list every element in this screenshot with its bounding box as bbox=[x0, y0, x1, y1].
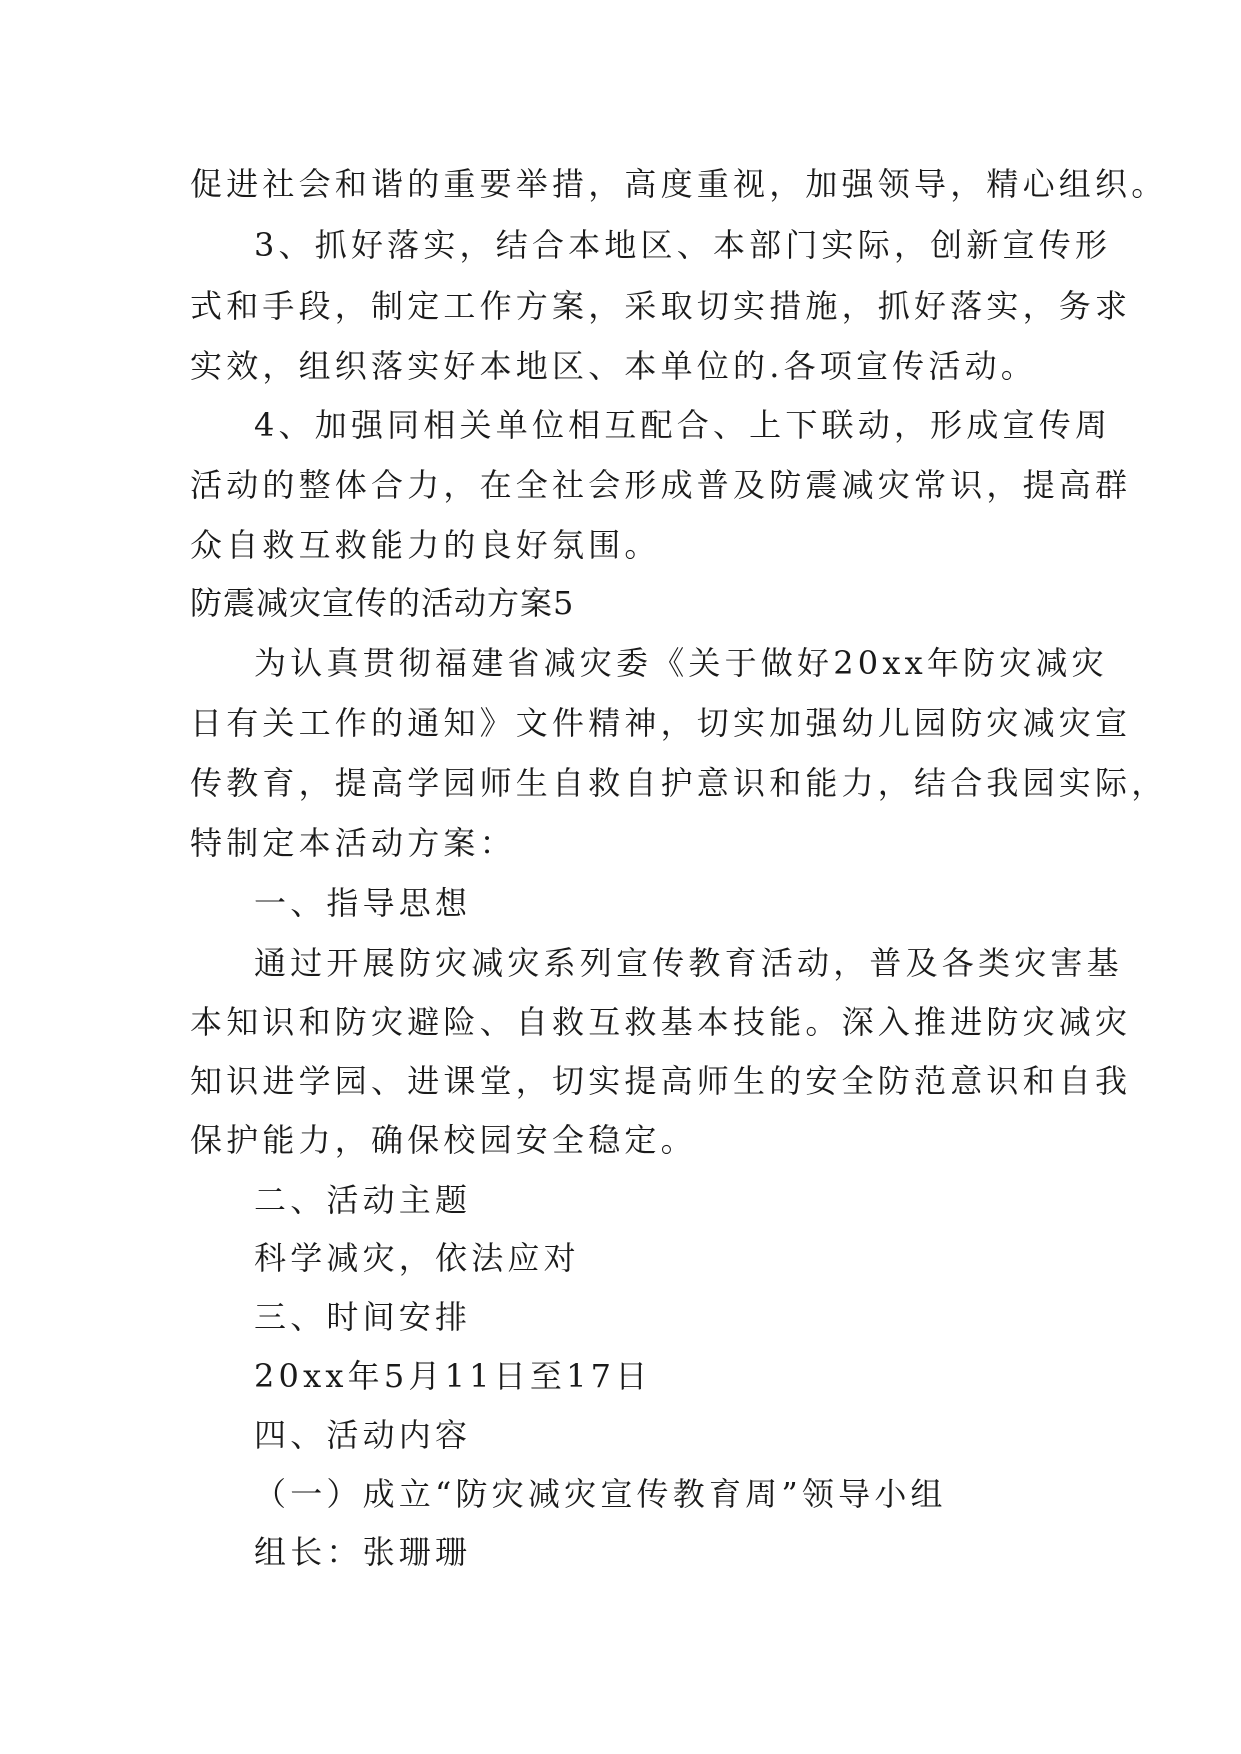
body-text-line: 传教育，提高学园师生自救自护意识和能力，结合我园实际， bbox=[190, 764, 1168, 802]
body-text-line: 科学减灾，依法应对 bbox=[254, 1239, 580, 1277]
body-text-line: 知识进学园、进课堂，切实提高师生的安全防范意识和自我 bbox=[190, 1062, 1132, 1100]
body-text-line: 活动的整体合力，在全社会形成普及防震减灾常识，提高群 bbox=[190, 466, 1132, 504]
body-text-line: 促进社会和谐的重要举措，高度重视，加强领导，精心组织。 bbox=[190, 165, 1168, 203]
subheading-activity-theme: 二、活动主题 bbox=[254, 1181, 472, 1219]
section-heading: 防震减灾宣传的活动方案5 bbox=[190, 584, 575, 622]
subheading-guiding-ideology: 一、指导思想 bbox=[254, 884, 472, 922]
body-text-line: 通过开展防灾减灾系列宣传教育活动，普及各类灾害基 bbox=[254, 944, 1123, 982]
body-text-line: 为认真贯彻福建省减灾委《关于做好20xx年防灾减灾 bbox=[254, 644, 1108, 682]
body-text-line: 众自救互救能力的良好氛围。 bbox=[190, 526, 661, 564]
list-item-4-line: 4、加强同相关单位相互配合、上下联动，形成宣传周 bbox=[254, 406, 1112, 444]
body-text-line: 特制定本活动方案： bbox=[190, 824, 516, 862]
body-text-line: 实效，组织落实好本地区、本单位的.各项宣传活动。 bbox=[190, 347, 1037, 385]
body-text-line: 保护能力，确保校园安全稳定。 bbox=[190, 1121, 697, 1159]
subheading-schedule: 三、时间安排 bbox=[254, 1298, 472, 1336]
subheading-activity-content: 四、活动内容 bbox=[254, 1416, 472, 1454]
list-item-3-line: 3、抓好落实，结合本地区、本部门实际，创新宣传形 bbox=[254, 226, 1112, 264]
body-text-line: 20xx年5月11日至17日 bbox=[254, 1357, 652, 1395]
body-text-line: 本知识和防灾避险、自救互救基本技能。深入推进防灾减灾 bbox=[190, 1003, 1132, 1041]
body-text-line: 日有关工作的通知》文件精神，切实加强幼儿园防灾减灾宣 bbox=[190, 704, 1132, 742]
body-text-line: 组长：张珊珊 bbox=[254, 1533, 472, 1571]
body-text-line: 式和手段，制定工作方案，采取切实措施，抓好落实，务求 bbox=[190, 287, 1132, 325]
body-text-line: （一）成立“防灾减灾宣传教育周”领导小组 bbox=[254, 1475, 947, 1513]
